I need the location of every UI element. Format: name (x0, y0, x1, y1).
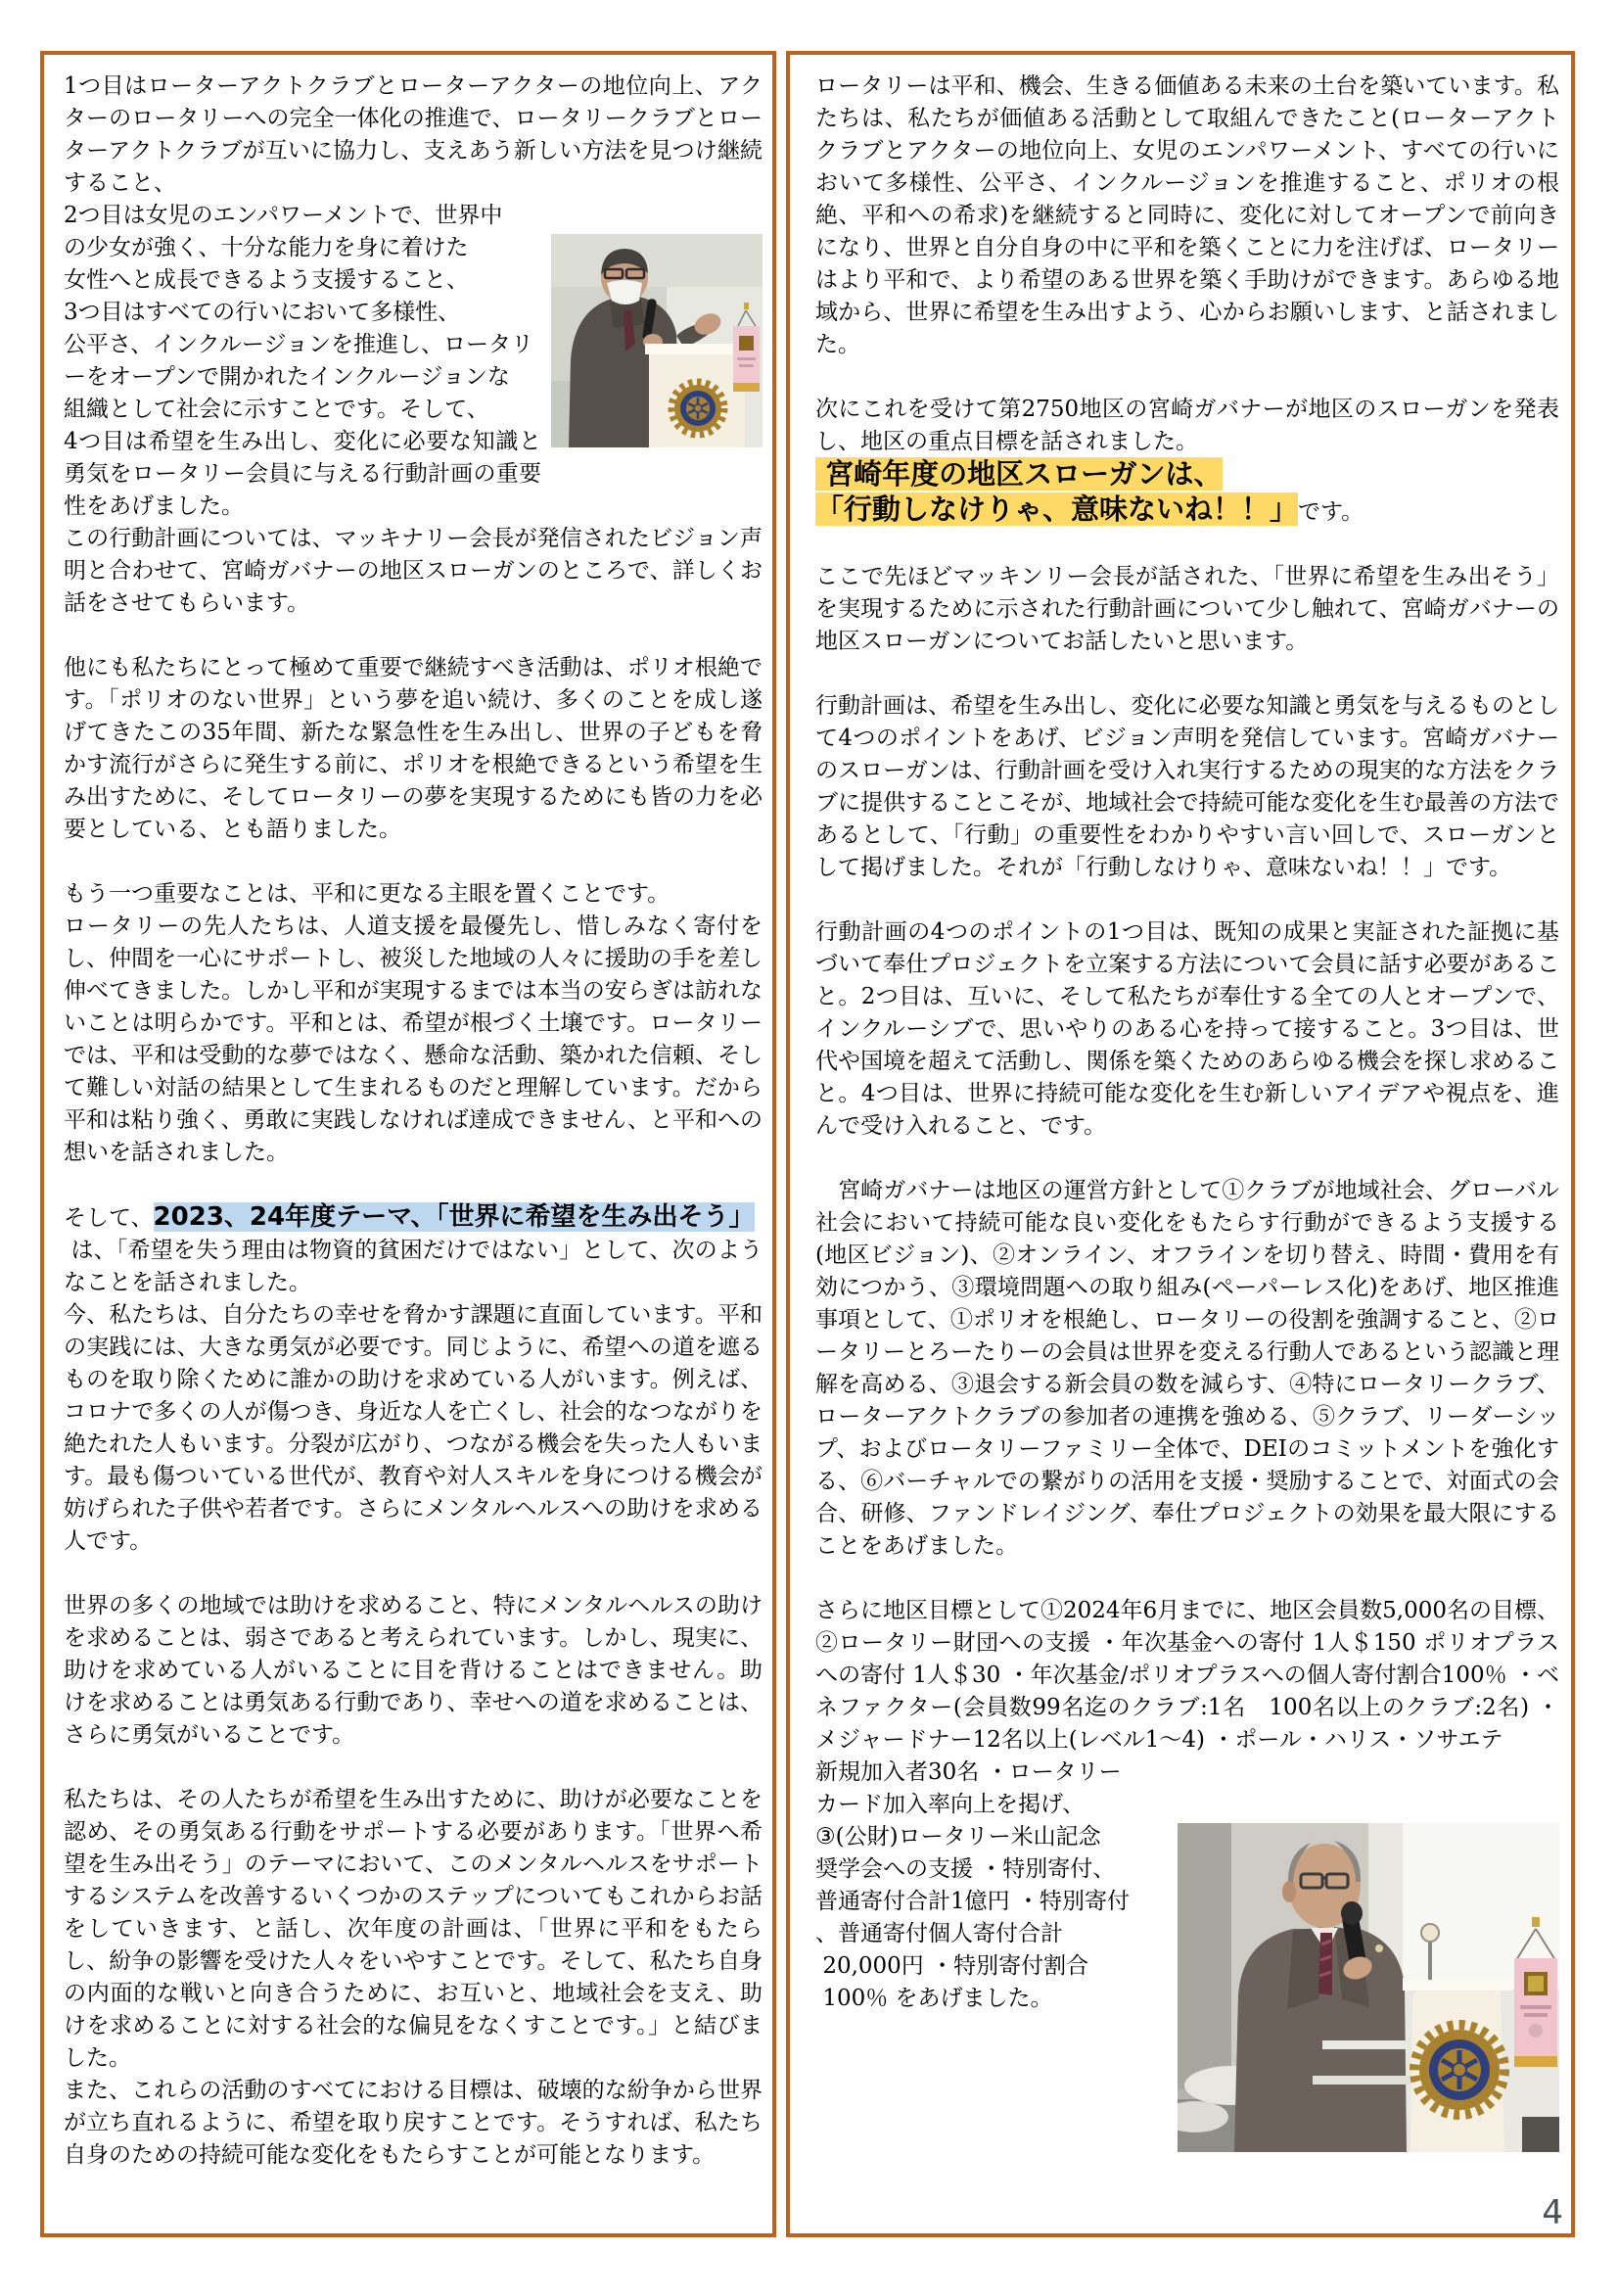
paragraph (815, 690, 1559, 884)
text-run: 2つ目は女児のエンパワーメントで、世界中 (64, 203, 503, 228)
left-column (40, 51, 776, 2237)
paragraph-gap (64, 1752, 763, 1784)
text-run: ここで先ほどマッキンリー会長が話された、「世界に希望を生み出そう」を実現するために示された行動計画について少し触れて、宮崎ガバナーの地区スローガンについてお話したいと思います。 (815, 564, 1559, 654)
text-run: 次にこれを受けて第2750地区の宮崎ガバナーが地区のスローガンを発表し、地区の重点目標を話されました。 (815, 397, 1559, 454)
photo-speaker-masked (551, 169, 763, 512)
text-run: 公平さ、インクルージョンを推進し、ロータリ (64, 332, 534, 357)
text-run: 行動計画は、希望を生み出し、変化に必要な知識と勇気を与えるものとして4つのポイントをあげ、ビジョン声明を発信しています。宮崎ガバナーのスローガンは、行動計画を受け入れ実行するための現実的な方法をクラブに提供することこそが、地域社会で持続可能な変化を生む最善の方法であるとして、「行動」の重要性をわかりやすい言い回しで、スローガンとして掲げました。それが「行動しなけりゃ、意味ないね！！」です。 (815, 693, 1559, 880)
text-run: 新規加入者30名 ・ロータリー (815, 1759, 1122, 1785)
text-run: ③(公財)ロータリー米山記念 (815, 1824, 1101, 1850)
text-run: カード加入率向上を掲げ、 (815, 1792, 1086, 1817)
text-run: 他にも私たちにとって極めて重要で継続すべき活動は、ポリオ根絶です。「ポリオのない世界」という夢を追い続け、多くのことを成し遂げてきたこの35年間、新たな緊急性を生み出し、世界の子どもを脅かす流行がさらに発生する前に、ポリオを根絶できるという希望を生み出すために、そしてロータリーの夢を実現するためにも皆の力を必要としている、とも語りました。 (64, 655, 763, 842)
text-run: そして、 (64, 1205, 154, 1231)
photo-speaker-masked-image (551, 234, 763, 447)
paragraph-gap (815, 361, 1559, 394)
text-run: ーをオープンで開かれたインクルージョンな (64, 364, 510, 390)
annual-theme-highlight: 2023、24年度テーマ、「世界に希望を生み出そう」 (153, 1202, 755, 1232)
paragraph (815, 1175, 1559, 1563)
district-slogan: 「行動しなけりゃ、意味ないね！！」 (815, 492, 1299, 526)
paragraph-gap (815, 884, 1559, 916)
rotary-wheel-logo (1414, 2025, 1504, 2115)
text-run: ロータリーの先人たちは、人道支援を最優先し、惜しみなく寄付をし、仲間を一心にサポートし、被災した地域の人々に援助の手を差し伸べてきました。しかし平和が実現するまでは本当の安らぎは訪れないことは明らかです。平和とは、希望が根づく土壌です。ロータリーでは、平和は受動的な夢ではなく、懸命な活動、築かれた信頼、そして難しい対話の結果として生まれるものだと理解しています。だから平和は粘り強く、勇敢に実践しなければ達成できません、と平和への想いを話されました。 (64, 914, 763, 1165)
text-run: ロータリーは平和、機会、生きる価値ある未来の土台を築いています。私たちは、私たちが価値ある活動として取組んできたこと(ローターアクトクラブとアクターの地位向上、女児のエンパワーメント、すべての行いにおいて多様性、公平さ、インクルージョンを推進すること、ポリオの根絶、平和への希求)を継続すると同時に、変化に対してオープンで前向きになり、世界と自分自身の中に平和を築くことに力を注げば、ロータリーはより平和で、より希望のある世界を築く手助けができます。あらゆる地域から、世界に希望を生み出すよう、心からお願いします、と話されました。 (815, 73, 1559, 357)
text-run: もう一つ重要なことは、平和に更なる主眼を置くことです。 (64, 881, 670, 907)
text-run: 世界の多くの地域では助けを求めること、特にメンタルヘルスの助けを求めることは、弱さであると考えられています。しかし、現実に、助けを求めている人がいることに目を背けることはできません。助けを求めることは勇気ある行動であり、幸せへの道を求めることは、さらに勇気がいることです。 (64, 1593, 763, 1748)
lapel-pin (1375, 1945, 1383, 1952)
paragraph-gap (815, 1563, 1559, 1595)
text-run: 、普通寄付個人寄付合計 (815, 1921, 1063, 1946)
paragraph-gap (815, 529, 1559, 561)
text-run: 宮崎ガバナーは地区の運営方針として①クラブが地域社会、グローバル社会において持続可能な良い変化をもたらす行動ができるよう支援する(地区ビジョン)、②オンライン、オフラインを切り替え、時間・費用を有効につかう、③環境問題への取り組み(ペーパーレス化)をあげ、地区推進事項として、①ポリオを根絶し、ロータリーの役割を強調すること、②ロータリーとろーたりーの会員は世界を変える行動人であるという認識と理解を高める、③退会する新会員の数を減らす、④特にロータリークラブ、ローターアクトクラブの参加者の連携を強める、⑤クラブ、リーダーシップ、およびロータリーファミリー全体で、DEIのコミットメントを強化する、⑥バーチャルでの繋がりの活用を支援・奨励することで、対面式の会合、研修、ファンドレイジング、奉仕プロジェクトの効果を最大限にすることをあげました。 (815, 1178, 1559, 1559)
paragraph (815, 1595, 1559, 2015)
paragraph (815, 70, 1559, 361)
text-run: 私たちは、その人たちが希望を生み出すために、助けが必要なことを認め、その勇気ある行動をサポートする必要があります。「世界へ希望を生み出そう」のテーマにおいて、このメンタルヘルスをサポートするシステムを改善するいくつかのステップについてもこれからお話をしていきます、と話し、次年度の計画は、「世界に平和をもたらし、紛争の影響を受けた人々をいやすことです。そして、私たち自身の内面的な戦いと向き合うために、お互いと、地域社会を支え、助けを求めることに対する社会的な偏見をなくすことです。」と結びました。 (64, 1787, 763, 2071)
photo-speaker-governor (1178, 1758, 1559, 2217)
text-run: 奨学会への支援 ・特別寄付、 (815, 1856, 1116, 1882)
text-run: また、これらの活動のすべてにおける目標は、破壊的な紛争から世界が立ち直れるように、希望を取り戻すことです。そうすれば、私たち自身のための持続可能な変化をもたらすことが可能となります。 (64, 2078, 763, 2168)
text-run: 今、私たちは、自分たちの幸せを脅かす課題に直面しています。平和の実践には、大きな勇気が必要です。同じように、希望への道を遮るものを取り除くために誰かの助けを求めている人がいます。例えば、コロナで多くの人が傷つき、身近な人を亡くし、社会的なつながりを絶たれた人もいます。分裂が広がり、つながる機会を失った人もいます。最も傷ついている世代が、教育や対人スキルを身につける機会が妨げられた子供や若者です。さらにメンタルヘルスへの助けを求める人です。 (64, 1302, 763, 1554)
paragraph-gap (64, 1169, 763, 1201)
paragraph (815, 561, 1559, 658)
page-number: 4 (1542, 2193, 1563, 2232)
text-run: さらに地区目標として①2024年6月までに、地区会員数5,000名の目標、②ロータリー財団への支援 ・年次基金への寄付 1人＄150 ポリオプラスへの寄付 1人＄30 ・年次基金/ポリオプラスへの個人寄付割合100％ ・ベネファクター(会員数99名迄のクラブ:1名 100名以上のクラブ:2名) ・メジャードナー12名以上(レベル1～4) ・ポール・ハリス・ソサエテ (815, 1598, 1560, 1753)
text-run: この行動計画については、マッキナリー会長が発信されたビジョン声明と合わせて、宮崎ガバナーの地区スローガンのところで、詳しくお話をさせてもらいます。 (64, 526, 763, 616)
paragraph (64, 878, 763, 1169)
paragraph (815, 394, 1559, 529)
photo-speaker-governor-image (1178, 1823, 1559, 2152)
text-run: け継続すること、 (64, 138, 763, 196)
text-run: 3つ目はすべての行いにおいて多様性、 (64, 300, 461, 325)
text-run: 100％ をあげました。 (815, 1986, 1053, 2011)
paragraph (64, 1784, 763, 2172)
paragraph (64, 1201, 763, 1558)
paragraph (64, 652, 763, 846)
text-run: です。 (1298, 499, 1364, 525)
paragraph-gap (64, 1558, 763, 1590)
district-slogan-lead: 宮崎年度の地区スローガンは、 (815, 457, 1223, 491)
text-run: の少女が強く、十分な能力を身に着けた (64, 235, 469, 260)
paragraph (815, 916, 1559, 1143)
text-run: 女性へと成長できるよう支援すること、 (64, 267, 469, 293)
paragraph-gap (815, 1143, 1559, 1175)
text-run: 4つ目は希望を生み出し、変化に必要な知識と勇気をロータリー会員に与える行動計画の重要性をあげました。 (64, 429, 541, 519)
paragraph-gap (815, 658, 1559, 690)
text-run: 行動計画の4つのポイントの1つ目は、既知の成果と実証された証拠に基づいて奉仕プロジェクトを立案する方法について会員に話す必要があること。2つ目は、互いに、そして私たちが奉仕する全ての人とオープンで、インクルーシブで、思いやりのある心を持って接すること。3つ目は、世代や国境を超えて活動し、関係を築くためのあらゆる機会を探し求めること。4つ目は、世界に持続可能な変化を生む新しいアイデアや視点を、進んで受け入れること、です。 (815, 919, 1559, 1139)
paragraph-gap (64, 846, 763, 878)
paragraph-gap (64, 620, 763, 652)
right-column (786, 51, 1575, 2237)
paragraph (64, 70, 763, 620)
text-run: 20,000円 ・特別寄付割合 (815, 1953, 1089, 1979)
text-run: 1つ目はローターアクトクラブとローターアクターの地位向上、アクターのロータリーへの完全一体化の推進で、ロータリークラブとローターアクトクラブが互いに協力し、支えあう新しい方法を見つ (64, 73, 763, 164)
text-run: 普通寄付合計1億円 ・特別寄付 (815, 1889, 1130, 1914)
paragraph (64, 1590, 763, 1752)
text-run: 組織として社会に示すことです。そして、 (64, 397, 489, 422)
text-run: は、「希望を失う理由は物資的貧困だけではない」として、次のようなことを話されました。 (64, 1238, 763, 1295)
